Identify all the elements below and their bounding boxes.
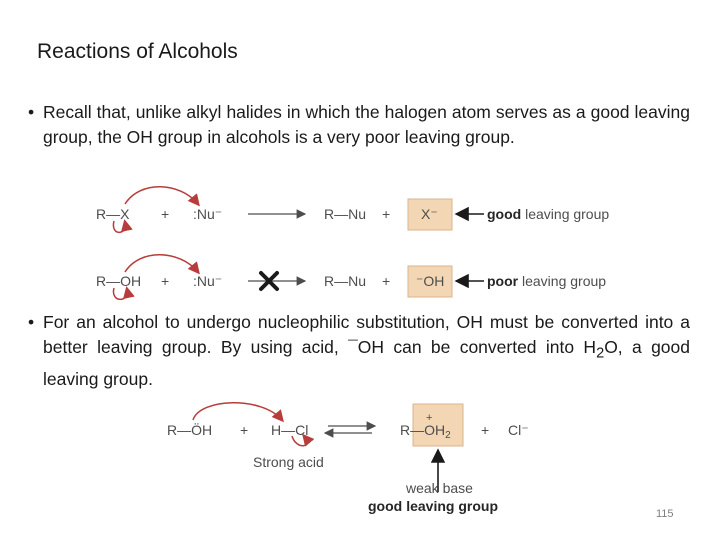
curved-arrow-nucleophile (125, 187, 198, 204)
alcohol-with-lone-pairs: R—ÖH (167, 422, 213, 438)
scheme-protonation (167, 403, 529, 514)
product: R—Nu (324, 206, 367, 222)
plus-sign: + (481, 422, 490, 438)
scheme-alkyl-halide (96, 187, 609, 233)
curved-arrow-nucleophile (125, 255, 198, 272)
scheme-alcohol (96, 255, 606, 300)
water-subscript: 2 (596, 345, 605, 362)
good-leaving-group-label: good leaving group (368, 498, 499, 514)
plus-sign: + (240, 422, 249, 438)
plus-sign: + (382, 273, 391, 289)
curved-arrow-leaving (113, 288, 127, 299)
alkyl-halide: R—X (96, 206, 130, 222)
paragraph-2-part2: can be converted into H (384, 337, 597, 357)
plus-sign: + (382, 206, 391, 222)
bullet-marker: • (28, 312, 35, 332)
chloride-ion: Cl⁻ (508, 422, 529, 438)
nucleophile: :Nu⁻ (193, 206, 223, 222)
curved-arrow-protonation (193, 403, 282, 420)
nucleophile: :Nu⁻ (193, 273, 223, 289)
oxonium-ion: $R—OH_2$ (400, 422, 451, 441)
hydroxide-text: ¯OH (348, 337, 384, 357)
hydrogen-chloride: H—Cl (271, 422, 309, 438)
good-leaving-group-label: good leaving group (487, 206, 610, 222)
poor-leaving-group-label: poor leaving group (487, 273, 607, 289)
paragraph-1-text: Recall that, unlike alkyl halides in which the halogen atom serves as a good leaving group, the OH group in alcohols is a very poor leaving group. (43, 102, 690, 147)
paragraph-2-part3: O, a good leaving group. (43, 337, 690, 389)
positive-charge: + (426, 412, 433, 424)
product: R—Nu (324, 273, 367, 289)
curved-arrow-leaving (113, 221, 125, 232)
slide-title: Reactions of Alcohols (37, 40, 238, 63)
halide-leaving-group: X⁻ (421, 206, 438, 222)
paragraph-2-part1: For an alcohol to undergo nucleophilic substitution, OH must be converted into a better leaving group. By using acid, (43, 312, 690, 357)
plus-sign: + (161, 206, 170, 222)
weak-base-label: weak base (406, 480, 473, 496)
bullet-marker: • (28, 102, 35, 122)
alcohol: R—OH (96, 273, 142, 289)
plus-sign: + (161, 273, 170, 289)
hydroxide-leaving-group: ⁻OH (416, 273, 445, 289)
slide-number: 115 (656, 508, 674, 520)
strong-acid-label: Strong acid (253, 454, 324, 470)
